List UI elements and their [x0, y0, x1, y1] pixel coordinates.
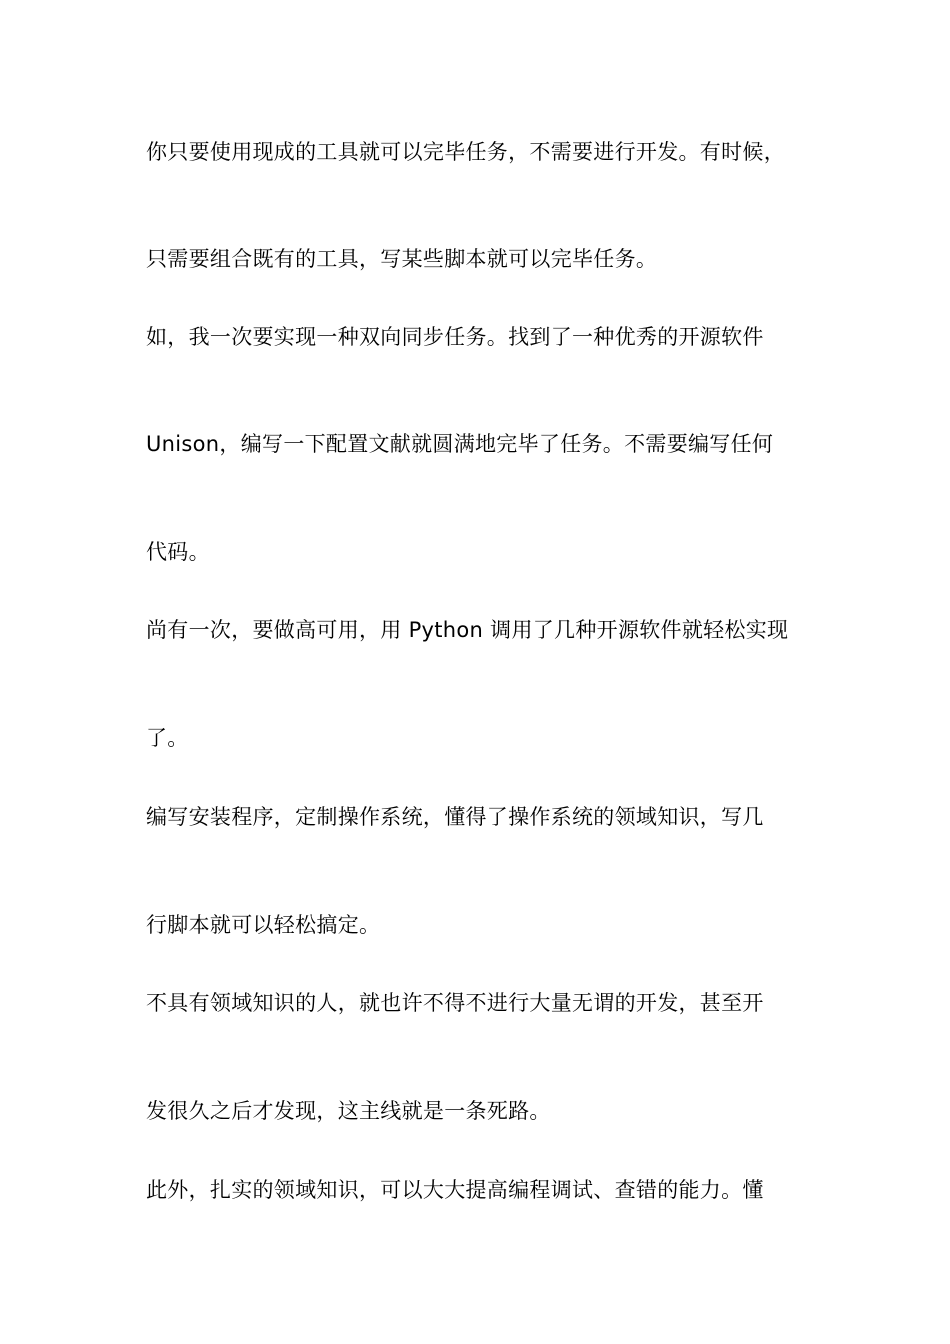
text-line-4: Unison，编写一下配置文献就圆满地完毕了任务。不需要编写任何	[146, 432, 774, 456]
text-line-5: 代码。	[146, 540, 210, 564]
text-line-12: 此外，扎实的领域知识，可以大大提高编程调试、查错的能力。懂	[146, 1178, 764, 1202]
text-line-2: 只需要组合既有的工具，写某些脚本就可以完毕任务。	[146, 247, 658, 271]
text-line-7: 了。	[146, 726, 189, 750]
text-line-3: 如，我一次要实现一种双向同步任务。找到了一种优秀的开源软件	[146, 325, 764, 349]
text-line-10: 不具有领域知识的人，就也许不得不进行大量无谓的开发，甚至开	[146, 991, 764, 1015]
text-line-11: 发很久之后才发现，这主线就是一条死路。	[146, 1099, 551, 1123]
text-line-1: 你只要使用现成的工具就可以完毕任务，不需要进行开发。有时候，	[146, 140, 785, 164]
text-line-8: 编写安装程序，定制操作系统，懂得了操作系统的领域知识，写几	[146, 805, 764, 829]
text-line-9: 行脚本就可以轻松搞定。	[146, 913, 381, 937]
text-line-6: 尚有一次，要做高可用，用 Python 调用了几种开源软件就轻松实现	[146, 618, 789, 642]
